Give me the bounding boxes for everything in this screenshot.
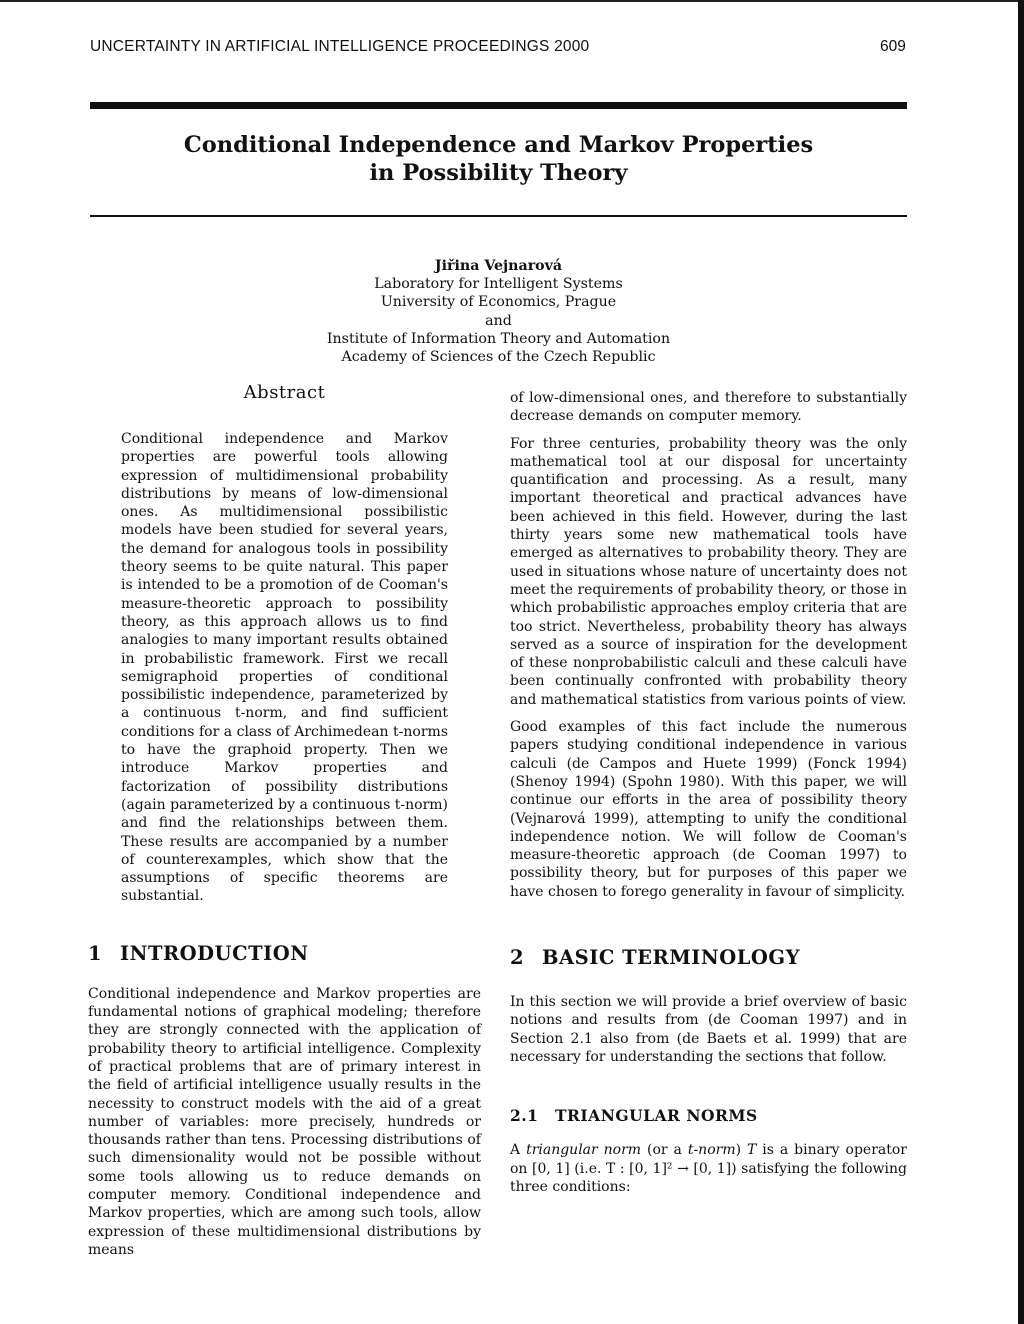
affiliation-line: and xyxy=(485,312,512,329)
author-block xyxy=(300,257,697,366)
text-fragment: is a binary operator on [0, 1] (i.e. xyxy=(510,1142,907,1177)
right-column xyxy=(510,389,907,1196)
term-triangular-norm: triangular norm xyxy=(526,1142,642,1159)
subsection-number: 2.1 xyxy=(510,1106,539,1126)
basic-terminology-paragraph: In this section we will provide a brief overview of basic notions and results from (de Cooman 1997) and in Section 2.1 also from (de Baets et al. 1999) that are necessary for understanding the sections that follow. xyxy=(510,994,907,1065)
section-heading-basic-terminology xyxy=(510,946,907,969)
affiliation-line: University of Economics, Prague xyxy=(380,294,617,311)
term-t-norm: t-norm xyxy=(687,1142,736,1159)
affiliation-line: Laboratory for Intelligent Systems xyxy=(374,276,623,293)
abstract-text: Conditional independence and Markov properties are powerful tools allowing expression of multidimensional probability distributions by means of low-dimensional ones. As multidimensional possibilistic models have been studied for several years, the demand for analogous tools in possibility theory seems to be quite natural. This paper is intended to be a promotion of de Cooman's measure-theoretic approach to possibility theory, as this approach allows us to find analogies to many important results obtained in probabilistic framework. First we recall semigraphoid properties of conditional possibilistic independence, parameterized by a continuous t-norm, and find sufficient conditions for a class of Archimedean t-norms to have the graphoid property. Then we introduce Markov properties and factorization of possibility distributions (again parameterized by a continuous t-norm) and find the relationships between them. These results are accompanied by a number of counterexamples, which show that the assumptions of specific theorems are substantial. xyxy=(121,431,448,905)
abstract-heading: Abstract xyxy=(243,382,326,403)
paper-title-line-2: in Possibility Theory xyxy=(369,160,628,186)
page-frame-top xyxy=(0,0,1024,2)
text-fragment: ) xyxy=(735,1142,748,1159)
symbol-t: T xyxy=(747,1142,757,1159)
subsection-heading-triangular-norms xyxy=(510,1106,907,1125)
author-name: Jiřina Vejnarová xyxy=(434,258,563,274)
text-fragment: A xyxy=(510,1142,527,1159)
introduction-paragraph-3: Good examples of this fact include the numerous papers studying conditional independence in various calculi (de Campos and Huete 1999) (Fonck 1994) (Shenoy 1994) (Spohn 1980). With this paper, we will continue our efforts in the area of possibility theory (Vejnarová 1999), attempting to unify the conditional independence notion. We will follow de Cooman's measure-theoretic approach (de Cooman 1997) to possibility theory, but for purposes of this paper we have chosen to forego generality in favour of simplicity. xyxy=(510,719,907,900)
triangular-norm-definition xyxy=(510,1141,907,1196)
page-number: 609 xyxy=(880,38,906,55)
page-frame-right xyxy=(1018,0,1024,1324)
introduction-paragraph-2: For three centuries, probability theory was the only mathematical tool at our disposal for uncertainty quantification and processing. As a result, many important theoretical and practical advances have been achieved in this field. However, during the last thirty years some new mathematical tools have emerged as alternatives to probability theory. They are used in situations whose nature of uncertainty does not meet the requirements of probability theory, or those in which probabilistic approaches employ criteria that are too strict. Nevertheless, probability theory has always served as a source of inspiration for the development of these nonprobabilistic calculi and these calculi have been continually confronted with probability theory and mathematical statistics from various points of view. xyxy=(510,435,907,708)
section-number: 1 xyxy=(88,941,103,965)
text-fragment: ) satisfying the following three conditions: xyxy=(510,1160,907,1195)
title-rule-bottom xyxy=(90,215,907,217)
subsection-title: TRIANGULAR NORMS xyxy=(555,1106,758,1126)
section-heading-introduction xyxy=(88,942,481,965)
title-rule-top xyxy=(90,102,907,109)
affiliation-line: Academy of Sciences of the Czech Republic xyxy=(341,349,656,366)
introduction-paragraph-1: Conditional independence and Markov properties are fundamental notions of graphical modeling; therefore they are strongly connected with the application of probability theory to artificial intelligence. Complexity of practical problems that are of primary interest in the field of artificial intelligence usually results in the necessity to construct models with the aid of a great number of variables: more precisely, hundreds or thousands rather than tens. Processing distributions of such dimensionality would not be possible without some tools allowing us to reduce demands on computer memory. Conditional independence and Markov properties, which are among such tools, allow expression of these multidimensional distributions by means xyxy=(88,985,481,1258)
affiliation-line: Institute of Information Theory and Automation xyxy=(326,330,671,347)
left-column xyxy=(88,382,481,1259)
paper-title xyxy=(90,131,907,187)
running-head: UNCERTAINTY IN ARTIFICIAL INTELLIGENCE PROCEEDINGS 2000 xyxy=(90,38,590,55)
mapping-formula: T : [0, 1]² → [0, 1] xyxy=(606,1160,732,1177)
section-number: 2 xyxy=(510,946,525,970)
section-title: INTRODUCTION xyxy=(120,941,309,965)
section-title: BASIC TERMINOLOGY xyxy=(542,946,800,970)
introduction-paragraph-1-continued: of low-dimensional ones, and therefore to substantially decrease demands on computer memory. xyxy=(510,390,907,425)
text-fragment: (or a xyxy=(641,1142,688,1159)
paper-title-line-1: Conditional Independence and Markov Properties xyxy=(183,132,814,158)
